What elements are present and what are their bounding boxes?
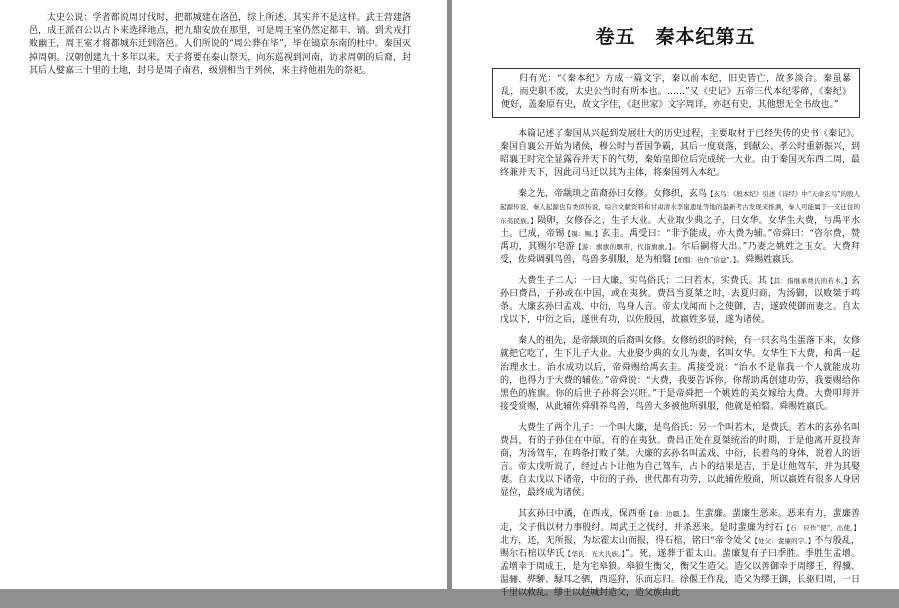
paragraph-text: 北方，还，无所报，为坛霍太山而报，得石棺，铭曰“帝令处父 [500,535,752,546]
annotation: 【其：指继承费氏的若木。】 [766,276,851,285]
paragraph-text: 陨卵，女修吞之，生子大业。大业取少典之子，曰女华。女华生大费，与禹平水土。已成，帝锡 [500,215,860,239]
chapter-content [500,128,860,608]
paragraph-text: 玄圭。禹受曰：“非予能成，亦大费为辅。”帝舜曰：“咨尔费，赞禹功，其赐尔皂游 [500,228,860,252]
preface-box: 归有光：“《秦本纪》方成一篇文字，秦以前本纪，旧史皆亡，故多淡合。秦虽暴乱，而史职不废，太史公当时有所本也。……”又《史记》五帝三代本纪零碎，《秦纪》便好，盖秦原有史，故文字佳，《赵世家》文字周详，亦赵有史，其他想无全书故也。” [492,68,860,118]
paragraph-text: ”。死，遂葬于霍太山。蜚廉复有子曰季胜。季胜生孟增。孟增幸于周成王，是为宅皋狼。皋狼生衡父，衡父生造父。造父以善御幸于周缪王，得骥、温骊、骅駵、騄耳之驷，西巡狩，乐而忘归。徐偃王作乱，造父为缪王御，长驱归周，一日千里以救乱。缪王以赵城封造父，造父族由此 [500,548,861,598]
text-paragraph-origin [500,188,860,267]
annotation: 【游：旗旗的飘带，代指旗旗。】 [575,242,673,251]
paragraph-text: 大费生子二人：一曰大廉，实鸟俗氏；二曰若木，实费氏。其 [518,275,767,286]
paragraph-text: 秦之先，帝颛顼之苗裔孙曰女修。女修织，玄鸟 [518,189,708,200]
translation-paragraph-origin: 秦人的祖先，是帝颛顼的后裔叫女修。女修纺织的时候，有一只玄鸟生蛋落下来，女修就把它吃了，生下儿子大业。大业娶少典的女儿为妻，名叫女华。女华生下大费，和禹一起治理水土。治水成功以后，帝舜赐给禹玄圭。禹接受说：“治水不是靠我一个人就能成功的，也得力于大费的辅佐。”帝舜说：“大费，我要告诉你，你帮助禹创建功劳，我要赐给你黑色的旌旗。你的后世子孙将会兴旺。”于是帝舜把一个姚姓的美女嫁给大费。大费叩拜并接受赏赐，从此辅佐舜驯养鸟兽，鸟兽大多被他所驯服，他就是柏翳。舜赐姓嬴氏。 [500,336,861,412]
paragraph-text: 。生蜚廉。蜚廉生恶来。恶来有力，蜚廉善走，父子俱以材力事殷纣。周武王之伐纣，并杀恶来。是时蜚廉为纣石 [500,509,860,533]
annotation: 【处父：蜚廉的字。】 [751,536,815,545]
paragraph-text: 玄孙曰费昌，子孙或在中国，或在夷狄。费昌当夏桀之时，去夏归商，为汤御，以败桀于鸣条。大廉玄孙曰孟戏、中衍，鸟身人言。帝太戊闻而卜之使御，吉，遂致使御而妻之。自太戊以下，中衍之后，遂世有功，以佐殷国，故嬴姓多显，遂为诸侯。 [500,275,861,326]
right-page [452,0,899,598]
intro-paragraph: 本篇记述了秦国从兴起到发展壮大的历史过程，主要取材于已经失传的史书《秦记》。秦国自襄公开始为诸侯，穆公时与晋国争霸，其后一度衰落，到献公、孝公时重新振兴，到昭襄王时完全显露吞并天下的气势，秦始皇即位后完成统一大业。由于秦国灭东西二周，最终兼并天下，因此司马迁以其为主体，将秦国列入本纪。 [500,129,861,179]
paragraph-text: 。尔后嗣将大出。”乃妻之姚姓之玉女。大费拜受，佐舜调驯鸟兽，鸟兽多驯服，是为柏翳 [500,241,860,265]
annotation: 【石：应作“使”，出使。】 [783,523,860,532]
paragraph-text: 不与殷乱，赐尔石棺以华氏 [500,535,860,559]
text-paragraph-zhongjue [500,508,860,600]
annotation: 【锡：赐。】 [564,229,602,238]
annotation: 【垂：边疆。】 [646,510,687,519]
chapter-title: 卷五 秦本纪第五 [595,26,756,48]
left-page [0,0,447,589]
annotation: 【华氏：光大氏族。】 [564,549,626,558]
annotation: 【玄鸟：《殷本纪》引述《诗经》中“天命玄鸟”的殷人起源传说，秦人起源也有类似传说，综合文献资料和甘肃清水李崖遗址等地的最新考古发现来推测，秦人可能属于一支迁往的东夷民族。】 [500,190,860,225]
left-page-paragraph: 太史公说：学者都说周讨伐时，把都城建在洛邑，综上所述，其实并不是这样。武王营建洛邑，成王派召公以占卜来选择地点，把九鼎安放在那里，可是周王室仍然定都丰、镐。到犬戎打败幽王，周王室才将都城东迁到洛邑。人们所说的“周公葬在毕”，毕在镐京东南的杜中。秦国灭掉周朝。汉朝创建九十多年以来，天子将要在泰山祭天，向东巡视到河南，访求周朝的后裔，封其后人嬖嘉三十里的土地，封号是周子南君，级别相当于列侯，来主持他祖先的祭祀。 [29,13,411,76]
paragraph-text: 。舜赐姓嬴氏。 [736,254,800,265]
text-paragraph-dafei [500,275,860,327]
annotation: 【柏翳：也作“伯益”。】 [671,255,737,264]
paragraph-text: 其玄孙曰中潏，在西戎，保西垂 [518,509,647,520]
translation-paragraph-dafei: 大费生了两个儿子：一个叫大廉，是鸟俗氏；另一个叫若木，是费氏。若木的玄孙名叫费昌，有的子孙住在中原，有的在夷狄。费昌正处在夏桀统治的时期，于是他离开夏投奔商，为汤驾车，在鸣条打败了桀。大廉的玄孙名叫孟戏、中衍，长着鸟的身体，说着人的语言。帝太戊听说了，经过占卜让他为自己驾车，占卜的结果是吉，于是让他驾车，并为其娶妻。自太戊以下诸帝，中衍的子孙，世代都有功劳，以此辅佐殷商，所以嬴姓有很多人身居显位，最终成为诸侯。 [500,422,861,499]
